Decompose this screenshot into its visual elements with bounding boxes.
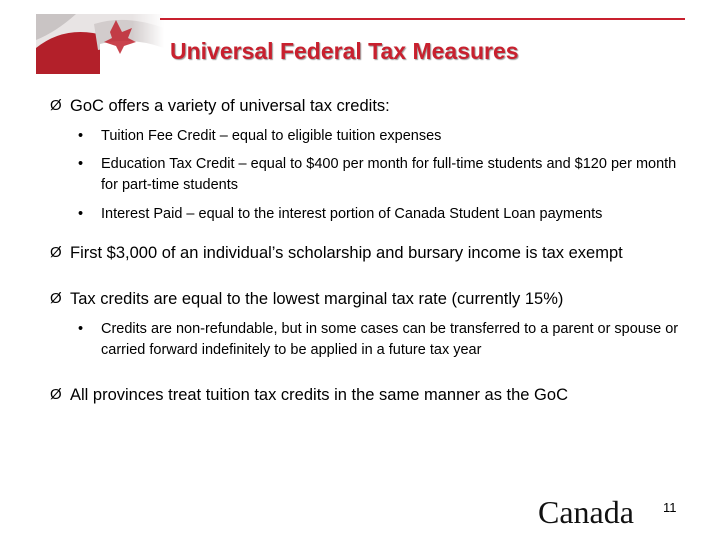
arrow-bullet-icon: Ø <box>50 244 62 261</box>
bullet-text: Tax credits are equal to the lowest marginal tax rate (currently 15%) <box>70 290 564 308</box>
dot-bullet-icon: • <box>78 206 84 222</box>
arrow-bullet-icon: Ø <box>50 97 62 114</box>
dot-bullet-icon: • <box>78 156 84 172</box>
maple-leaf-flag-icon <box>36 14 164 74</box>
arrow-bullet-icon: Ø <box>50 386 62 403</box>
bullet-4 <box>50 385 690 405</box>
slide-body <box>50 96 690 405</box>
bullet-text: All provinces treat tuition tax credits in the same manner as the GoC <box>70 386 568 404</box>
flag-banner-image <box>36 14 164 74</box>
dot-bullet-icon: • <box>78 321 84 337</box>
bullet-text: First $3,000 of an individual’s scholarship and bursary income is tax exempt <box>70 244 623 262</box>
bullet-1 <box>50 96 690 116</box>
bullet-3 <box>50 289 690 309</box>
sub-bullet-text: Credits are non-refundable, but in some cases can be transferred to a parent or spouse or carried forward indefinitely to be applied in a future tax year <box>101 321 679 358</box>
sub-bullet-tuition-fee <box>50 126 690 147</box>
sub-bullet-text: Interest Paid – equal to the interest portion of Canada Student Loan payments <box>101 206 603 222</box>
arrow-bullet-icon: Ø <box>50 290 62 307</box>
sub-bullet-text: Tuition Fee Credit – equal to eligible tuition expenses <box>101 128 442 144</box>
dot-bullet-icon: • <box>78 128 84 144</box>
bullet-2 <box>50 243 690 263</box>
sub-bullet-education-credit <box>50 154 690 196</box>
title-rule <box>160 18 685 20</box>
bullet-text: GoC offers a variety of universal tax credits: <box>70 97 390 115</box>
sub-bullet-interest-paid <box>50 204 690 225</box>
canada-wordmark: Canada <box>538 494 634 530</box>
sub-bullet-non-refundable <box>50 319 690 361</box>
page-number: 11 <box>663 500 677 515</box>
slide-title: Universal Federal Tax Measures <box>170 38 519 64</box>
sub-bullet-text: Education Tax Credit – equal to $400 per month for full-time students and $120 per month for part-time students <box>101 156 677 193</box>
